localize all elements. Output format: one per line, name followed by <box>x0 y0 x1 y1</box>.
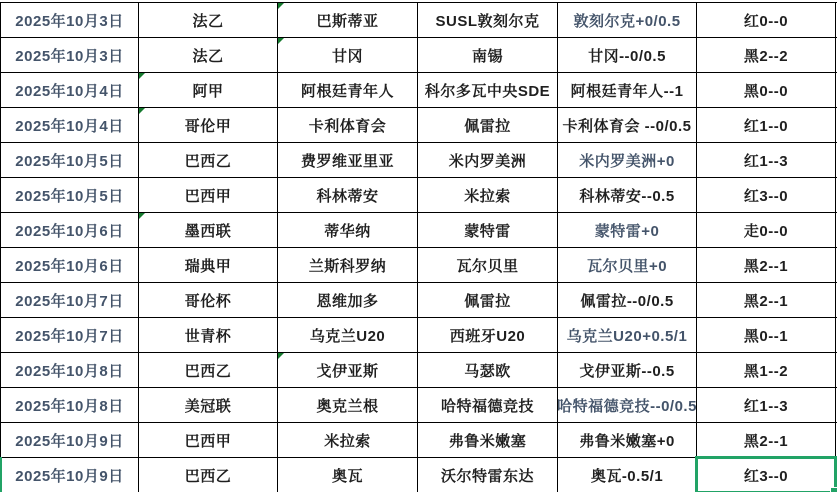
away-text: SUSL敦刻尔克 <box>435 12 540 30</box>
cell-away[interactable] <box>418 248 558 282</box>
cell-date[interactable] <box>1 3 139 37</box>
cell-away[interactable] <box>418 108 558 142</box>
cell-home[interactable] <box>278 73 418 107</box>
cell-league[interactable] <box>139 3 278 37</box>
table-row <box>1 423 837 458</box>
cell-handicap[interactable] <box>558 73 697 107</box>
cell-league[interactable] <box>139 353 278 387</box>
table-row <box>1 248 837 283</box>
cell-date[interactable] <box>1 353 139 387</box>
cell-handicap[interactable] <box>558 353 697 387</box>
cell-away[interactable] <box>418 353 558 387</box>
away-text: 米拉索 <box>464 187 511 205</box>
home-text: 卡利体育会 <box>308 117 387 135</box>
cell-home[interactable] <box>278 38 418 72</box>
table-row <box>1 143 837 178</box>
table-row <box>1 178 837 213</box>
cell-away[interactable] <box>418 213 558 247</box>
error-check-triangle-icon <box>278 3 284 9</box>
result-text: 黑2--2 <box>743 47 789 65</box>
cell-home[interactable] <box>278 248 418 282</box>
cell-result-selected[interactable] <box>697 458 836 492</box>
cell-result[interactable] <box>697 283 836 317</box>
cell-date[interactable] <box>1 458 139 492</box>
league-text: 阿甲 <box>192 82 224 100</box>
cell-home[interactable] <box>278 143 418 177</box>
cell-home[interactable] <box>278 388 418 422</box>
away-text: 佩雷拉 <box>464 292 511 310</box>
table-row <box>1 73 837 108</box>
handicap-text: 佩雷拉--0/0.5 <box>580 292 674 310</box>
league-text: 巴西乙 <box>184 152 232 170</box>
cell-date[interactable] <box>1 318 139 352</box>
league-text: 世青杯 <box>184 327 232 345</box>
table-row <box>1 388 837 423</box>
result-text: 黑2--1 <box>743 257 789 275</box>
cell-league[interactable] <box>139 213 278 247</box>
error-check-triangle-icon <box>139 73 145 79</box>
cell-league[interactable] <box>139 388 278 422</box>
table-row <box>1 353 837 388</box>
home-text: 巴斯蒂亚 <box>316 12 379 30</box>
cell-result[interactable] <box>697 108 836 142</box>
error-check-triangle-icon <box>139 213 145 219</box>
cell-away[interactable] <box>418 283 558 317</box>
cell-away[interactable] <box>418 458 558 492</box>
cell-away[interactable] <box>418 423 558 457</box>
cell-date[interactable] <box>1 178 139 212</box>
cell-league[interactable] <box>139 73 278 107</box>
result-text: 黑0--0 <box>743 82 789 100</box>
handicap-text: 瓦尔贝里+0 <box>586 257 668 275</box>
cell-away[interactable] <box>418 3 558 37</box>
cell-date[interactable] <box>1 73 139 107</box>
cell-league[interactable] <box>139 423 278 457</box>
result-text: 红1--0 <box>743 117 789 135</box>
error-check-triangle-icon <box>139 108 145 114</box>
cell-home[interactable] <box>278 353 418 387</box>
cell-league[interactable] <box>139 248 278 282</box>
date-text: 2025年10月7日 <box>15 327 124 345</box>
handicap-text: 科林蒂安--0.5 <box>579 187 675 205</box>
date-text: 2025年10月9日 <box>15 432 124 450</box>
home-text: 阿根廷青年人 <box>300 82 394 100</box>
away-text: 佩雷拉 <box>464 117 511 135</box>
cell-date[interactable] <box>1 248 139 282</box>
error-check-triangle-icon <box>278 353 284 359</box>
league-text: 哥伦杯 <box>184 292 232 310</box>
handicap-text: 甘冈--0/0.5 <box>588 47 666 65</box>
home-text: 恩维加多 <box>316 292 379 310</box>
cell-handicap[interactable] <box>558 213 697 247</box>
date-text: 2025年10月9日 <box>15 467 124 485</box>
away-text: 蒙特雷 <box>464 222 511 240</box>
home-text: 戈伊亚斯 <box>316 362 379 380</box>
cell-handicap[interactable] <box>558 423 697 457</box>
league-text: 法乙 <box>192 12 224 30</box>
away-text: 弗鲁米嫩塞 <box>448 432 527 450</box>
away-text: 沃尔特雷东达 <box>440 467 534 485</box>
date-text: 2025年10月5日 <box>15 152 124 170</box>
table-row <box>1 108 837 143</box>
date-text: 2025年10月7日 <box>15 292 124 310</box>
cell-result[interactable] <box>697 3 836 37</box>
cell-home[interactable] <box>278 3 418 37</box>
cell-date[interactable] <box>1 423 139 457</box>
date-text: 2025年10月8日 <box>15 362 124 380</box>
date-text: 2025年10月8日 <box>15 397 124 415</box>
cell-home[interactable] <box>278 458 418 492</box>
cell-handicap[interactable] <box>558 283 697 317</box>
cell-handicap[interactable] <box>558 458 697 492</box>
result-text: 走0--0 <box>743 222 789 240</box>
cell-away[interactable] <box>418 318 558 352</box>
table-row <box>1 3 837 38</box>
date-text: 2025年10月3日 <box>15 47 124 65</box>
away-text: 西班牙U20 <box>449 327 526 345</box>
handicap-text: 米内罗美洲+0 <box>579 152 675 170</box>
cell-result[interactable] <box>697 213 836 247</box>
cell-result[interactable] <box>697 318 836 352</box>
cell-handicap[interactable] <box>558 3 697 37</box>
table-row <box>1 213 837 248</box>
cell-away[interactable] <box>418 73 558 107</box>
handicap-text: 卡利体育会 --0/0.5 <box>562 117 692 135</box>
date-text: 2025年10月6日 <box>15 222 124 240</box>
away-text: 南锡 <box>471 47 503 65</box>
table-row <box>1 38 837 73</box>
away-text: 瓦尔贝里 <box>456 257 519 275</box>
cell-date[interactable] <box>1 143 139 177</box>
cell-home[interactable] <box>278 283 418 317</box>
cell-result[interactable] <box>697 143 836 177</box>
date-text: 2025年10月3日 <box>15 12 124 30</box>
home-text: 米拉索 <box>324 432 371 450</box>
error-check-triangle-icon <box>278 38 284 44</box>
table-row <box>1 283 837 318</box>
away-text: 米内罗美洲 <box>448 152 527 170</box>
spreadsheet-table <box>0 2 837 492</box>
league-text: 法乙 <box>192 47 224 65</box>
league-text: 巴西甲 <box>184 187 232 205</box>
away-text: 科尔多瓦中央SDE <box>424 82 551 100</box>
home-text: 兰斯科罗纳 <box>308 257 387 275</box>
cell-result[interactable] <box>697 38 836 72</box>
cell-league[interactable] <box>139 38 278 72</box>
cell-home[interactable] <box>278 213 418 247</box>
cell-result[interactable] <box>697 178 836 212</box>
table-row <box>1 318 837 353</box>
date-text: 2025年10月4日 <box>15 82 124 100</box>
cell-league[interactable] <box>139 108 278 142</box>
cell-home[interactable] <box>278 318 418 352</box>
cell-result[interactable] <box>697 353 836 387</box>
result-text: 红1--3 <box>743 152 789 170</box>
league-text: 墨西联 <box>184 222 232 240</box>
away-text: 马瑟欧 <box>464 362 511 380</box>
handicap-text: 戈伊亚斯--0.5 <box>579 362 675 380</box>
away-text: 哈特福德竞技 <box>440 397 534 415</box>
league-text: 美冠联 <box>184 397 232 415</box>
handicap-text: 敦刻尔克+0/0.5 <box>573 12 681 30</box>
cell-league[interactable] <box>139 318 278 352</box>
result-text: 黑1--2 <box>743 362 789 380</box>
cell-result[interactable] <box>697 248 836 282</box>
home-text: 乌克兰U20 <box>309 327 386 345</box>
cell-date[interactable] <box>1 38 139 72</box>
cell-date[interactable] <box>1 388 139 422</box>
home-text: 科林蒂安 <box>316 187 379 205</box>
fill-handle[interactable] <box>830 487 837 492</box>
league-text: 巴西甲 <box>184 432 232 450</box>
result-text: 黑2--1 <box>743 292 789 310</box>
cell-league[interactable] <box>139 143 278 177</box>
result-text: 红1--3 <box>743 397 789 415</box>
cell-date[interactable] <box>1 108 139 142</box>
cell-home[interactable] <box>278 178 418 212</box>
cell-handicap[interactable] <box>558 108 697 142</box>
cell-handicap[interactable] <box>558 248 697 282</box>
cell-league[interactable] <box>139 283 278 317</box>
date-text: 2025年10月5日 <box>15 187 124 205</box>
result-text: 红3--0 <box>743 187 789 205</box>
handicap-text: 乌克兰U20+0.5/1 <box>566 327 688 345</box>
cell-date[interactable] <box>1 213 139 247</box>
cell-away[interactable] <box>418 143 558 177</box>
cell-away[interactable] <box>418 38 558 72</box>
cell-home[interactable] <box>278 423 418 457</box>
result-text: 黑2--1 <box>743 432 789 450</box>
handicap-text: 蒙特雷+0 <box>594 222 660 240</box>
cell-handicap[interactable] <box>558 143 697 177</box>
result-text: 黑0--1 <box>743 327 789 345</box>
cell-result[interactable] <box>697 423 836 457</box>
cell-league[interactable] <box>139 178 278 212</box>
date-text: 2025年10月4日 <box>15 117 124 135</box>
cell-league[interactable] <box>139 458 278 492</box>
cell-away[interactable] <box>418 388 558 422</box>
home-text: 甘冈 <box>331 47 363 65</box>
handicap-text: 阿根廷青年人--1 <box>570 82 684 100</box>
row-selection-edge <box>0 457 2 492</box>
result-text: 红0--0 <box>743 12 789 30</box>
date-text: 2025年10月6日 <box>15 257 124 275</box>
cell-handicap[interactable] <box>558 318 697 352</box>
league-text: 巴西乙 <box>184 362 232 380</box>
home-text: 奥瓦 <box>331 467 363 485</box>
handicap-text: 弗鲁米嫩塞+0 <box>579 432 675 450</box>
cell-date[interactable] <box>1 283 139 317</box>
home-text: 蒂华纳 <box>324 222 371 240</box>
cell-home[interactable] <box>278 108 418 142</box>
handicap-text: 哈特福德竞技--0/0.5 <box>557 397 697 415</box>
cell-handicap[interactable] <box>558 38 697 72</box>
table-row <box>1 458 837 492</box>
handicap-text: 奥瓦-0.5/1 <box>590 467 664 485</box>
result-text: 红3--0 <box>743 467 789 485</box>
home-text: 奥克兰根 <box>316 397 379 415</box>
cell-handicap[interactable] <box>558 388 697 422</box>
cell-result[interactable] <box>697 73 836 107</box>
league-text: 瑞典甲 <box>184 257 232 275</box>
league-text: 哥伦甲 <box>184 117 232 135</box>
home-text: 费罗维亚里亚 <box>300 152 394 170</box>
cell-handicap[interactable] <box>558 178 697 212</box>
league-text: 巴西乙 <box>184 467 232 485</box>
cell-away[interactable] <box>418 178 558 212</box>
cell-result[interactable] <box>697 388 836 422</box>
